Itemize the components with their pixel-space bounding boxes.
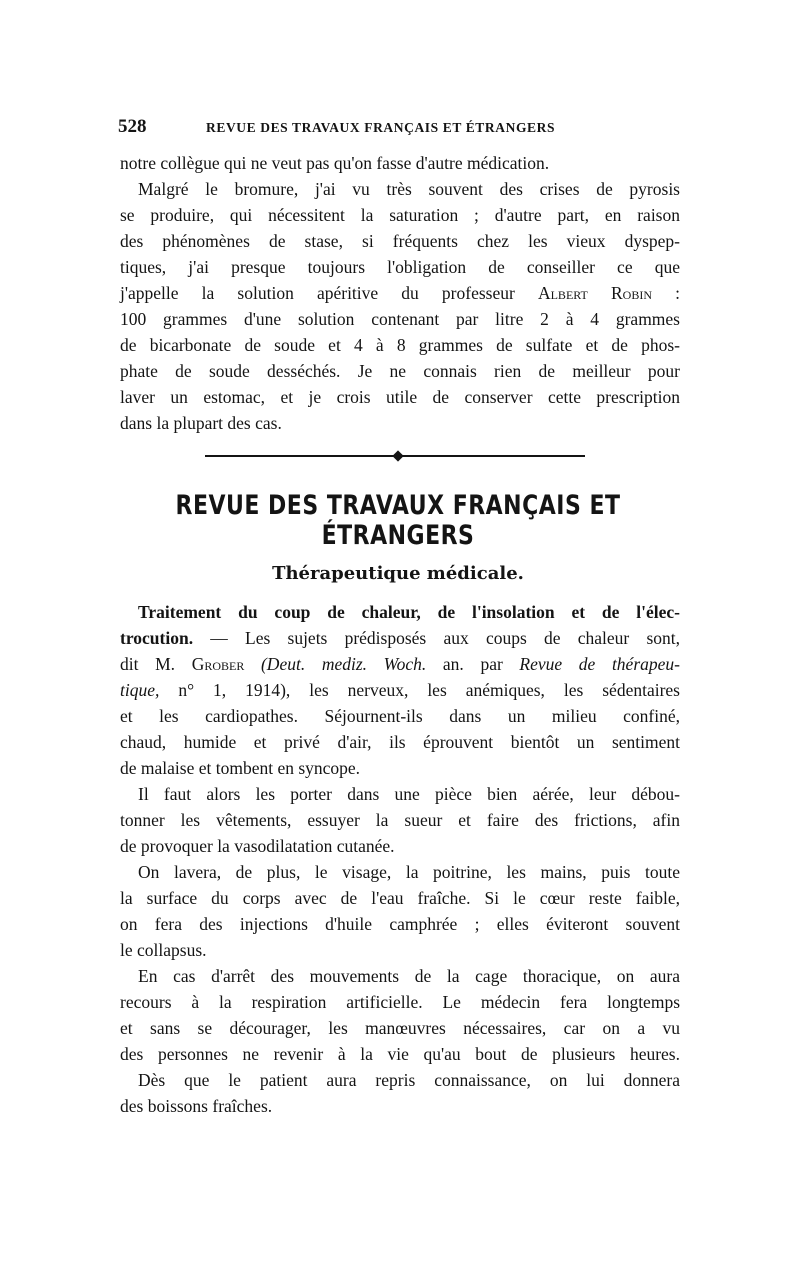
text-line: Malgré le bromure, j'ai vu très souvent des crises de pyrosis <box>138 179 680 199</box>
text-line: de bicarbonate de soude et 4 à 8 grammes de sulfate et de phos- <box>120 335 680 355</box>
text-line: dans la plupart des cas. <box>120 413 282 433</box>
text-line: tiques, j'ai presque toujours l'obligation de conseiller ce que <box>120 257 680 277</box>
text-line: des boissons fraîches. <box>120 1096 273 1116</box>
article-title-line: Traitement du coup de chaleur, de l'insolation et de l'élec- <box>138 602 680 622</box>
text-line: on fera des injections d'huile camphrée ; elles éviteront souvent <box>120 914 680 934</box>
text-segment: an. par <box>426 654 520 674</box>
section-title: REVUE DES TRAVAUX FRANÇAIS ET ÉTRANGERS <box>175 491 621 551</box>
text-line: la surface du corps avec de l'eau fraîche. Si le cœur reste faible, <box>120 888 680 908</box>
text-segment: dit M. <box>120 654 192 674</box>
text-line <box>120 677 680 703</box>
journal-name: (Deut. mediz. Woch. <box>244 654 427 674</box>
text-line <box>120 625 680 651</box>
text-line: laver un estomac, et je crois utile de conserver cette prescription <box>120 387 680 407</box>
text-segment: j'appelle la solution apéritive du professeur <box>120 283 515 303</box>
article-body <box>120 599 680 1119</box>
text-line <box>120 280 680 306</box>
journal-name: tique, <box>120 680 160 700</box>
text-line: tonner les vêtements, essuyer la sueur et faire des frictions, afin <box>120 810 680 830</box>
text-line: des phénomènes de stase, si fréquents chez les vieux dyspep- <box>120 231 680 251</box>
author-name: Grober <box>191 654 245 674</box>
text-line: notre collègue qui ne veut pas qu'on fasse d'autre médication. <box>120 153 550 173</box>
text-line: phate de soude desséchés. Je ne connais rien de meilleur pour <box>120 361 680 381</box>
text-line: et sans se décourager, les manœuvres nécessaires, car on a vu <box>120 1018 680 1038</box>
running-head: REVUE DES TRAVAUX FRANÇAIS ET ÉTRANGERS <box>206 120 556 135</box>
text-line: Dès que le patient aura repris connaissance, on lui donnera <box>138 1070 680 1090</box>
divider-ornament <box>392 450 403 461</box>
text-line: de malaise et tombent en syncope. <box>120 758 361 778</box>
text-line <box>120 651 680 677</box>
text-line: On lavera, de plus, le visage, la poitrine, les mains, puis toute <box>138 862 680 882</box>
author-name: Albert Robin <box>537 283 653 303</box>
article-title-end: trocution. <box>120 628 194 648</box>
text-segment: n° 1, 1914), les nerveux, les anémiques, les sédentaires <box>159 680 680 700</box>
text-line: 100 grammes d'une solution contenant par litre 2 à 4 grammes <box>120 309 680 329</box>
text-line: se produire, qui nécessitent la saturation ; d'autre part, en raison <box>120 205 680 225</box>
page-number: 528 <box>118 116 147 137</box>
subsection-title: Thérapeutique médicale. <box>272 563 524 584</box>
text-line: des personnes ne revenir à la vie qu'au bout de plusieurs heures. <box>120 1044 680 1064</box>
text-line: chaud, humide et privé d'air, ils éprouvent bientôt un sentiment <box>120 732 680 752</box>
text-line: et les cardiopathes. Séjournent-ils dans un milieu confiné, <box>120 706 680 726</box>
text-line: Il faut alors les porter dans une pièce bien aérée, leur débou- <box>138 784 680 804</box>
text-line: En cas d'arrêt des mouvements de la cage thoracique, on aura <box>138 966 680 986</box>
text-segment: — Les sujets prédisposés aux coups de chaleur sont, <box>193 628 680 648</box>
text-line: de provoquer la vasodilatation cutanée. <box>120 836 395 856</box>
text-line: le collapsus. <box>120 940 207 960</box>
journal-name: Revue de thérapeu- <box>519 654 680 674</box>
top-paragraph <box>120 150 680 436</box>
page-header <box>118 116 678 140</box>
text-segment: : <box>652 283 681 303</box>
text-line: recours à la respiration artificielle. Le médecin fera longtemps <box>120 992 680 1012</box>
